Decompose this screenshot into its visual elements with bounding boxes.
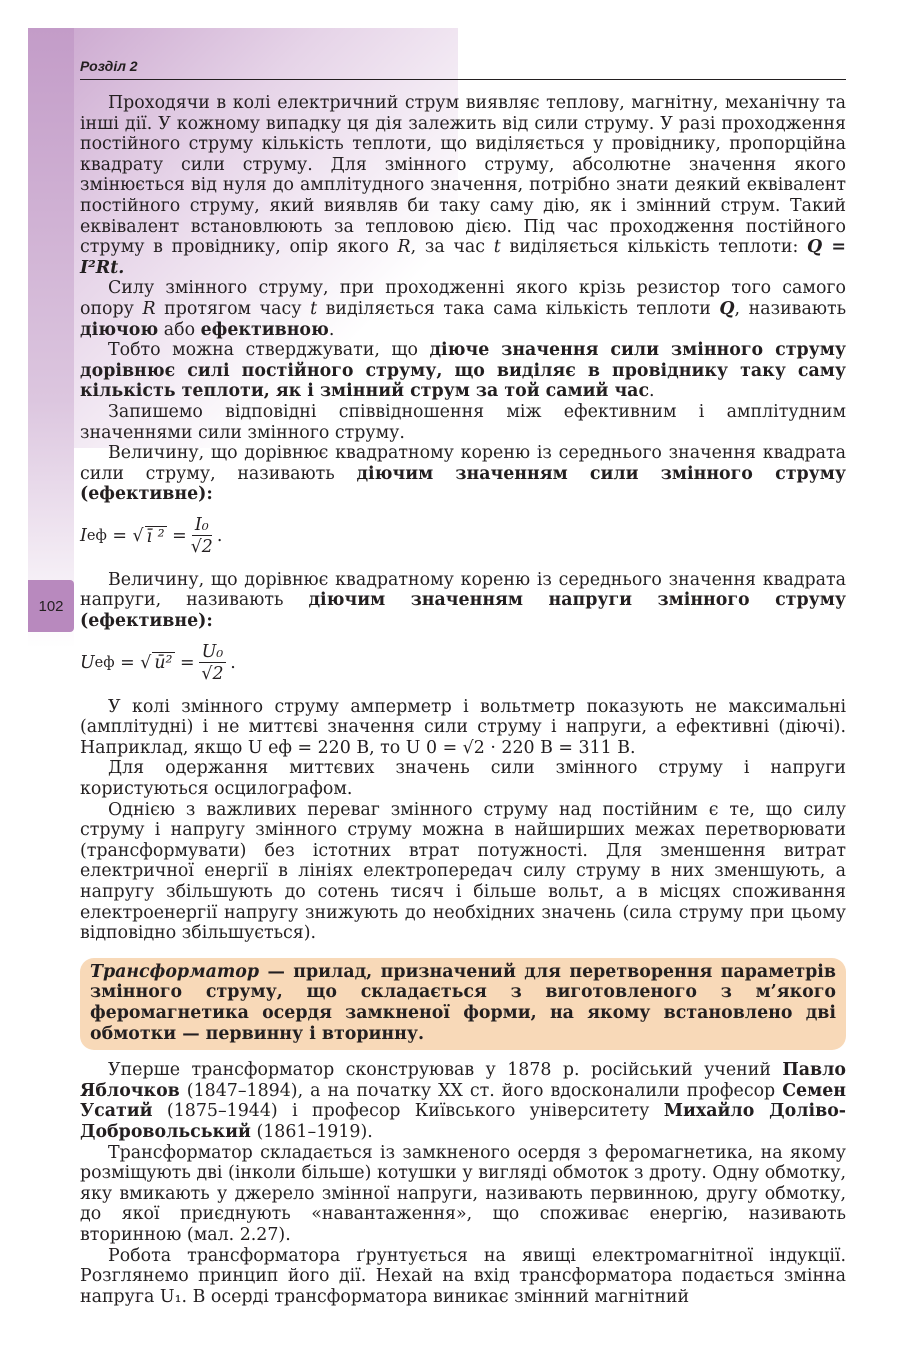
paragraph: Для одержання миттєвих значень сили змінного струму і напруги користуються осцилографом. — [80, 758, 846, 800]
formula-voltage-effective: U еф = √ ū² = $\frac{\text{U₀}}{√2}$ . — [80, 641, 236, 684]
paragraph: У колі змінного струму амперметр і вольтметр показують не максимальні (амплітудні) і не миттєві значення сили струму і напруги, а ефективні (діючі). Наприклад, якщо U еф = 220 В, то U 0 = √2 · 220 В = 311 В. — [80, 696, 846, 758]
paragraph: Тобто можна стверджувати, що діюче значення сили змінного струму дорівнює силі постійного струму, що виділяє в провіднику таку саму кількість теплоти, як і змінний струм за той самий час. — [80, 340, 847, 402]
paragraph: Силу змінного струму, при проходженні якого крізь резистор того самого опору R протягом часу t виділяється така сама кількість теплоти Q, називають діючою або ефективною. — [80, 278, 847, 340]
formula-joule: Q = I²Rt. — [80, 237, 846, 278]
decorative-side-stripe — [28, 28, 74, 648]
page-content — [80, 93, 846, 1307]
paragraph: Уперше трансформатор сконструював у 1878 р. російський учений Павло Яблочков (1847–1894), а на початку XX ст. його вдосконалили професор Семен Усатий (1875–1944) і професор Київського університету Михайло Доліво-Добровольський (1861–1919). — [80, 1060, 847, 1142]
paragraph: Робота трансформатора ґрунтується на явищі електромагнітної індукції. Розглянемо принцип його дії. Нехай на вхід трансформатора подається змінна напруга U₁. В осерді трансформатора виникає змінний магнітний — [80, 1245, 846, 1307]
paragraph: Проходячи в колі електричний струм виявляє теплову, магнітну, механічну та інші дії. У кожному випадку ця дія залежить від сили струму. У разі проходження постійного струму кількість теплоти, що виділяється у провіднику, пропорційна квадрату сили струму. Для змінного струму, абсолютне значення якого змінюється від нуля до амплітудного значення, потрібно знати деякий еквівалент постійного струму, який виявляв би таку саму дію, як і змінний струм. Такий еквівалент встановлюють за тепловою дією. Під час проходження постійного струму в провіднику, опір якого R, за час t виділяється кількість теплоти: Q = I²Rt. — [80, 93, 846, 278]
paragraph: Величину, що дорівнює квадратному кореню із середнього значення квадрата напруги, називають діючим значенням напруги змінного струму (ефективне): — [80, 569, 846, 632]
paragraph: Однією з важливих переваг змінного струму над постійним є те, що силу струму і напругу змінного струму можна в найширших межах перетворювати (трансформувати) без істотних втрат потужності. Для зменшення витрат електричної енергії в лініях електропередач силу струму в них зменшують, а напругу збільшують до сотень тисяч і більше вольт, а в місцях споживання електроенергії напругу знижують до необхідних значень (сила струму при цьому відповідно збільшується). — [80, 799, 846, 944]
section-header: Розділ 2 — [80, 58, 846, 80]
page-number: 102 — [28, 580, 74, 632]
definition-box: Трансформатор — прилад, призначений для перетворення параметрів змінного струму, що складається з виготовленого з м’якого феромагнетика осердя замкненої форми, на якому встановлено дві обмотки — первинну і вторинну. — [80, 958, 846, 1050]
paragraph: Величину, що дорівнює квадратному кореню із середнього значення квадрата сили струму, називають діючим значенням сили змінного струму (ефективне): — [80, 443, 847, 505]
definition-term: Трансформатор — [90, 961, 260, 982]
paragraph: Запишемо відповідні співвідношення між ефективним і амплітудним значеннями сили змінного струму. — [80, 401, 846, 443]
paragraph: Трансформатор складається із замкненого осердя з феромагнетика, на якому розміщують дві (інколи більше) котушки у вигляді обмоток з дроту. Одну обмотку, яку вмикають у джерело змінної напруги, називають первинною, другу обмотку, до якої приєднують «навантаження», що споживає енергію, називають вторинною (мал. 2.27). — [80, 1142, 846, 1245]
formula-current-effective: I еф = √ ī ² = $\frac{\text{I₀}}{√2}$ . — [80, 514, 223, 557]
